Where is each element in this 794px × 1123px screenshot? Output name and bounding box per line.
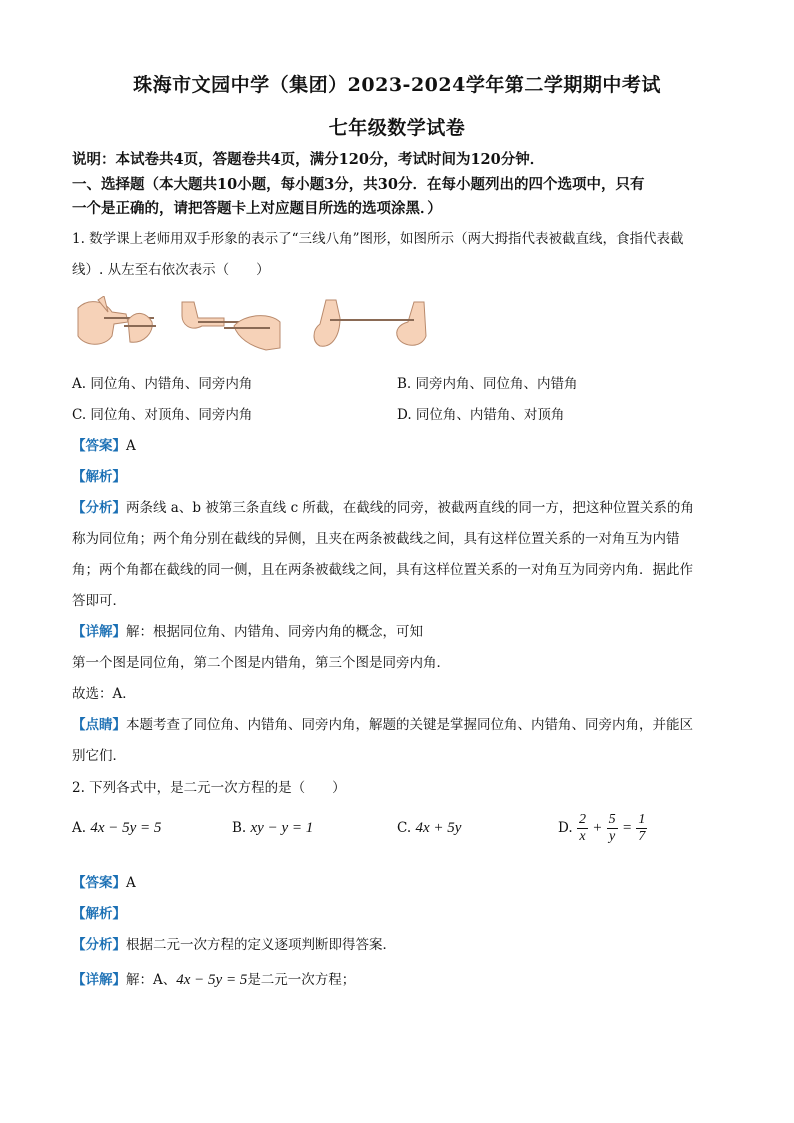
q2-answer-row [72, 871, 136, 891]
q2-option-b-expr: xy − y = 1 [250, 820, 314, 836]
q2-option-a-label: A. [72, 820, 87, 836]
xiangjie-tag: 【详解】 [72, 624, 126, 640]
q2-option-b [232, 820, 313, 837]
q1-xiangjie-text1: 解：根据同位角、内错角、同旁内角的概念，可知 [126, 624, 423, 640]
dianjing-tag: 【点睛】 [72, 717, 126, 733]
q1-fenxi-line3: 角；两个角都在截线的同一侧，且在两条被截线之间，具有这样位置关系的一对角互为同旁内角．据此作 [72, 562, 693, 578]
fenxi-tag: 【分析】 [72, 937, 126, 953]
q2-option-d-label: D. [558, 820, 573, 836]
q1-option-b: B. 同旁内角、同位角、内错角 [397, 376, 578, 392]
frac1-num: 2 [578, 812, 586, 827]
q2-option-a-expr: 4x − 5y = 5 [90, 820, 162, 836]
answer-tag: 【答案】 [72, 438, 126, 454]
q1-fenxi-line2: 称为同位角；两个角分别在截线的异侧，且夹在两条被截线之间，具有这样位置关系的一对角互为内错 [72, 531, 680, 547]
q2-option-b-label: B. [232, 820, 247, 836]
q1-dianjing-line2: 别它们． [72, 748, 126, 764]
fenxi-tag: 【分析】 [72, 500, 126, 516]
q1-dianjing-line1 [72, 713, 693, 733]
equals-sign: = [621, 820, 633, 836]
section-heading-line2: 一个是正确的，请把答题卡上对应题目所选的选项涂黑．） [72, 200, 442, 217]
q2-option-d [558, 812, 647, 845]
frac3-den: 7 [638, 829, 646, 844]
q1-stem-line1: 1. 数学课上老师用双手形象的表示了“三线八角”图形，如图所示（两大拇指代表被截直线，食指代表截 [72, 231, 684, 247]
q1-analysis-row [72, 465, 126, 485]
fraction-5-over-y [607, 812, 618, 845]
q2-analysis-row [72, 902, 126, 922]
q1-stem-line2: 线）. 从左至右依次表示（ ） [72, 262, 270, 278]
frac1-den: x [579, 829, 586, 844]
q2-xiangjie-line [72, 968, 355, 989]
section-heading-line1: 一、选择题（本大题共10小题，每小题3分，共30分．在每小题列出的四个选项中，只有 [72, 176, 645, 193]
fraction-1-over-7 [636, 812, 647, 845]
exam-note: 说明：本试卷共4页，答题卷共4页，满分120分，考试时间为120分钟． [72, 151, 545, 168]
three-lines-eight-angles-hands-figure [74, 296, 474, 356]
fraction-2-over-x [577, 812, 588, 845]
frac3-num: 1 [638, 812, 646, 827]
q2-option-c [397, 820, 461, 837]
q1-xiangjie-line3: 故选：A． [72, 686, 136, 702]
q1-fenxi-line4: 答即可． [72, 593, 126, 609]
analysis-tag: 【解析】 [72, 906, 126, 922]
q1-xiangjie-line2: 第一个图是同位角，第二个图是内错角，第三个图是同旁内角． [72, 655, 450, 671]
hands-figure-1-corresponding-angles [78, 296, 156, 344]
q2-xiangjie-post: 是二元一次方程； [247, 972, 356, 988]
q2-option-c-expr: 4x + 5y [415, 820, 462, 836]
q2-xiangjie-eq: 4x − 5y = 5 [176, 972, 248, 988]
q1-option-a: A. 同位角、内错角、同旁内角 [72, 376, 253, 392]
hands-figure-3-same-side-interior-angles [314, 300, 426, 346]
q1-answer: A [126, 438, 136, 454]
plus-sign: + [592, 820, 603, 836]
frac2-den: y [609, 829, 616, 844]
q1-xiangjie-line1 [72, 620, 423, 640]
q2-answer: A [126, 875, 136, 891]
q1-answer-row [72, 434, 136, 454]
q1-option-c: C. 同位角、对顶角、同旁内角 [72, 407, 253, 423]
analysis-tag: 【解析】 [72, 469, 126, 485]
frac2-num: 5 [608, 812, 616, 827]
q1-fenxi-line1 [72, 496, 694, 516]
answer-tag: 【答案】 [72, 875, 126, 891]
q1-fenxi-text1: 两条线 a、b 被第三条直线 c 所截，在截线的同旁，被截两直线的同一方，把这种位置关系的角 [126, 500, 694, 516]
q1-dianjing-text1: 本题考查了同位角、内错角、同旁内角，解题的关键是掌握同位角、内错角、同旁内角，并能区 [126, 717, 693, 733]
exam-subtitle: 七年级数学试卷 [328, 117, 466, 139]
hands-figure-2-alternate-interior-angles [182, 302, 280, 350]
q2-option-a [72, 820, 161, 837]
xiangjie-tag: 【详解】 [72, 972, 126, 988]
q1-option-d: D. 同位角、内错角、对顶角 [397, 407, 565, 423]
q2-xiangjie-pre: 解：A、 [126, 972, 177, 988]
q2-fenxi-text: 根据二元一次方程的定义逐项判断即得答案． [126, 937, 396, 953]
q2-stem: 2. 下列各式中，是二元一次方程的是（ ） [72, 780, 346, 796]
q2-fenxi-line [72, 933, 396, 953]
q2-option-c-label: C. [397, 820, 412, 836]
exam-title: 珠海市文园中学（集团）2023-2024学年第二学期期中考试 [133, 74, 661, 96]
